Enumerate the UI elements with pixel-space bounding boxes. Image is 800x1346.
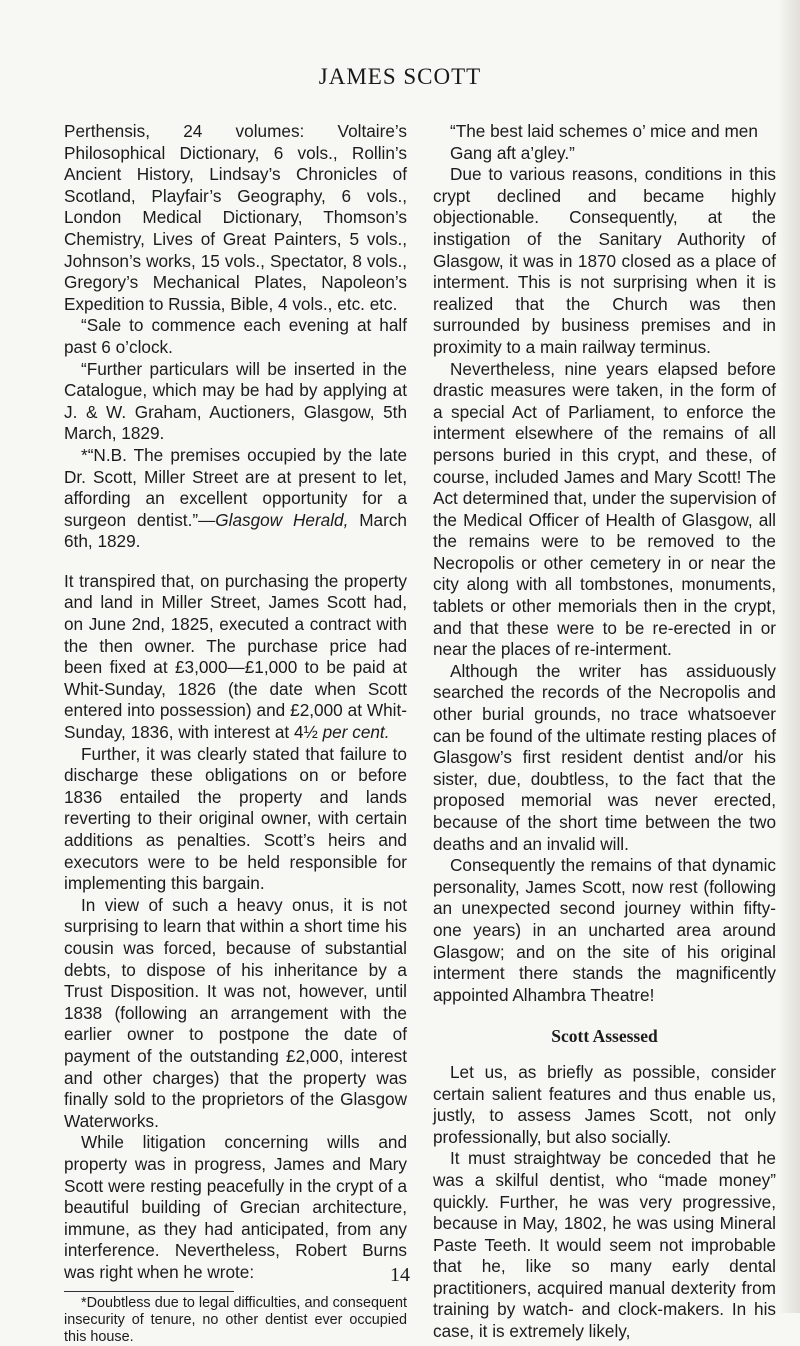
paragraph <box>64 571 407 744</box>
paragraph: Although the writer has assiduously searched the records of the Necropolis and other burial grounds, no trace whatsoever can be found of the ultimate resting places of Glasgow’s first resident dentist and/or his sister, due, doubtless, to the fact that the proposed memorial was never erected, because of the short time between the two deaths and an invalid will. <box>433 660 776 854</box>
paragraph: It must straightway be conceded that he was a skilful dentist, who “made money” quickly. Further, he was very progressive, because in May, 1802, he was using Mineral Paste Teeth. It would seem not improbable that he, like so many early dental practitioners, acquired manual dexterity from training by watch- and clock-makers. In his case, it is extremely likely, <box>433 1148 776 1342</box>
right-column <box>433 121 776 1343</box>
paragraph: In view of such a heavy onus, it is not surprising to learn that within a short time his cousin was forced, because of substantial debts, to dispose of his inheritance by a Trust Disposition. It was not, however, until 1838 (following an arrangement with the earlier owner to postpone the date of payment of the outstanding £2,000, interest and other charges) that the property was finally sold to the proprietors of the Glasgow Waterworks. <box>64 894 407 1131</box>
verse-line: Gang aft a’gley.” <box>450 142 575 163</box>
italic-text: per cent. <box>322 722 390 743</box>
newspaper-title: Glasgow Herald, <box>215 509 349 530</box>
page-number: 14 <box>390 1264 410 1286</box>
paragraph-text: It transpired that, on purchasing the property and land in Miller Street, James Scott had, on June 2nd, 1825, executed a contract with the then owner. The purchase price had been fixed at £3,000—£1,000 to be paid at Whit-Sunday, 1826 (the date when Scott entered into possession) and £2,000 at Whit-Sunday, 1836, with interest at 4½ <box>64 570 407 743</box>
paragraph-text: *“N.B. The premises occupied by the late Dr. Scott, Miller Street are at present to let, affording an excellent opportunity for a surgeon dentist.”— <box>64 444 407 530</box>
paragraph: While litigation concerning wills and property was in progress, James and Mary Scott were resting peacefully in the crypt of a beautiful building of Grecian architecture, immune, as they had anticipated, from any interference. Nevertheless, Robert Burns was right when he wrote: <box>64 1132 407 1282</box>
paragraph: Due to various reasons, conditions in this crypt declined and became highly objectionable. Consequently, at the instigation of the Sanitary Authority of Glasgow, it was in 1870 closed as a place of interment. This is not surprising when it is realized that the Church was then surrounded by business premises and in proximity to a main railway terminus. <box>433 164 776 357</box>
paragraph: “Further particulars will be inserted in the Catalogue, which may be had by applying at J. & W. Graham, Auctioners, Glasgow, 5th March, 1829. <box>64 358 407 444</box>
paragraph: Nevertheless, nine years elapsed before drastic measures were taken, in the form of a special Act of Parliament, to enforce the interment elsewhere of the remains of all persons buried in this crypt, and these, of course, included James and Mary Scott! The Act determined that, under the supervision of the Medical Officer of Health of Glasgow, all the remains were to be removed to the Necropolis or other cemetery in or near the city along with all tombstones, monuments, tablets or other memorials then in the crypt, and that these were to be re-erected in or near the places of re-interment. <box>433 358 776 660</box>
verse-line: “The best laid schemes o’ mice and men <box>450 121 758 141</box>
newspaper-date: March 6th, 1829. <box>64 509 407 552</box>
paragraph: Perthensis, 24 volumes: Voltaire’s Philosophical Dictionary, 6 vols., Rollin’s Ancient History, Lindsay’s Chronicles of Scotland, Playfair’s Geography, 6 vols., London Medical Dictionary, Thomson’s Chemistry, Lives of Great Painters, 5 vols., Johnson’s works, 15 vols., Spectator, 8 vols., Gregory’s Mechanical Plates, Napoleon’s Expedition to Russia, Bible, 4 vols., etc. etc. <box>64 121 407 314</box>
paragraph: Let us, as briefly as possible, consider certain salient features and thus enable us, justly, to assess James Scott, not only professionally, but also socially. <box>433 1061 776 1147</box>
paragraph: Further, it was clearly stated that failure to discharge these obligations on or before 1836 entailed the property and lands reverting to their original owner, with certain additions as penalties. Scott’s heirs and executors were to be held responsible for implementing this bargain. <box>64 743 407 894</box>
page-edge-shadow <box>778 0 800 1313</box>
paragraph: Consequently the remains of that dynamic personality, James Scott, now rest (following an unexpected second journey within fifty-one years) in an uncharted area around Glasgow; and on the site of his original interment there stands the magnificently appointed Alhambra Theatre! <box>433 855 776 1005</box>
footnote: *Doubtless due to legal difficulties, and consequent insecurity of tenure, no other dentist ever occupied this house. <box>64 1295 407 1346</box>
footnote-rule <box>64 1291 234 1292</box>
paragraph <box>64 445 407 553</box>
paragraph: “Sale to commence each evening at half past 6 o’clock. <box>64 315 407 357</box>
running-head: JAMES SCOTT <box>318 64 482 89</box>
section-heading: Scott Assessed <box>551 1026 658 1047</box>
left-column <box>64 121 407 1346</box>
